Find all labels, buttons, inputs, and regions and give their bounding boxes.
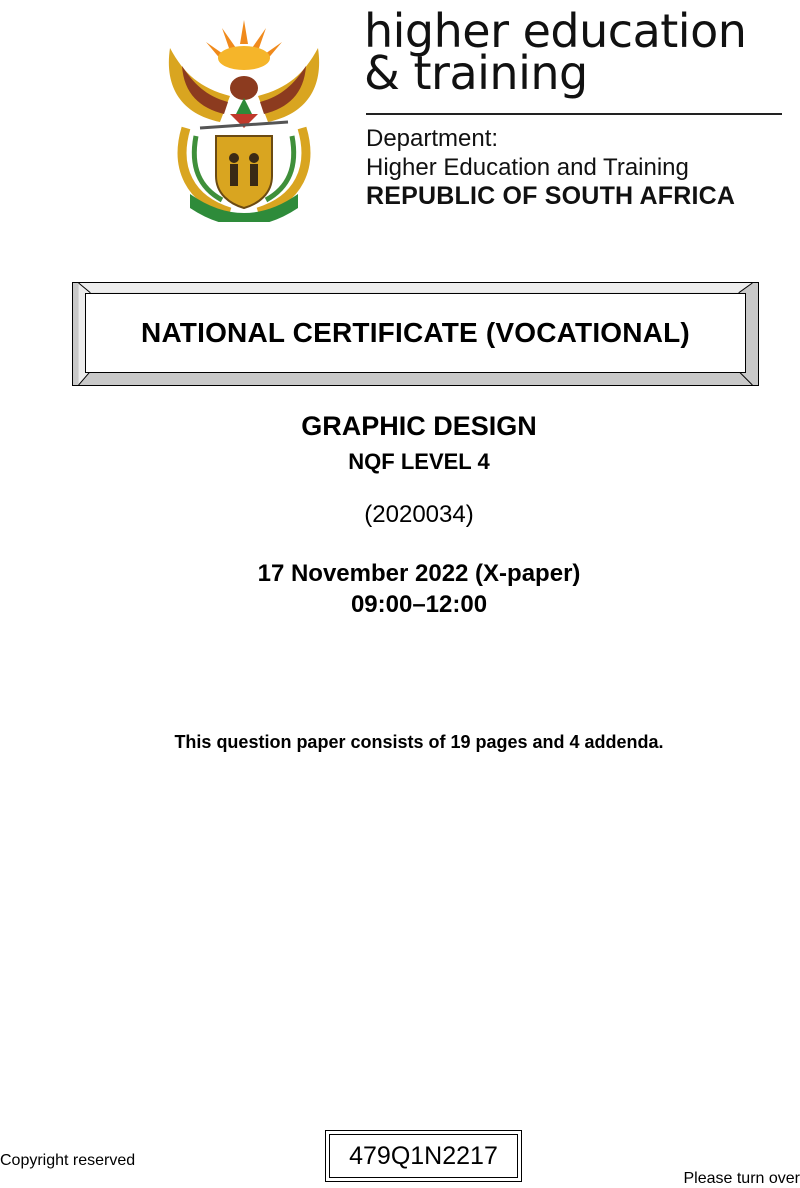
- coat-of-arms-graphic: [160, 18, 328, 222]
- coat-of-arms-logo: [160, 18, 328, 222]
- paper-code-box: [325, 1130, 522, 1182]
- certificate-title-box: [72, 282, 759, 386]
- nqf-level: NQF LEVEL 4: [348, 449, 490, 474]
- copyright-notice: Copyright reserved: [0, 1152, 136, 1169]
- department-label: Department:: [366, 125, 499, 152]
- brand-divider: [366, 113, 782, 115]
- brand-title-line2: & training: [364, 46, 588, 100]
- paper-code: 479Q1N2217: [329, 1134, 518, 1178]
- country-name: REPUBLIC OF SOUTH AFRICA: [366, 182, 736, 210]
- turn-over-note: Please turn over: [683, 1170, 800, 1187]
- exam-date: 17 November 2022 (X-paper): [257, 560, 581, 587]
- certificate-title: NATIONAL CERTIFICATE (VOCATIONAL): [141, 317, 690, 348]
- department-branding: [364, 4, 784, 210]
- exam-time: 09:00–12:00: [350, 591, 488, 618]
- subject-title: GRAPHIC DESIGN: [301, 411, 537, 441]
- certificate-title-inner: [85, 293, 746, 373]
- subject-code: (2020034): [364, 501, 474, 528]
- department-name: Higher Education and Training: [366, 154, 689, 181]
- pages-note: This question paper consists of 19 pages and 4 addenda.: [174, 732, 664, 752]
- department-text: [366, 124, 735, 211]
- brand-title-line1: higher education: [364, 4, 747, 58]
